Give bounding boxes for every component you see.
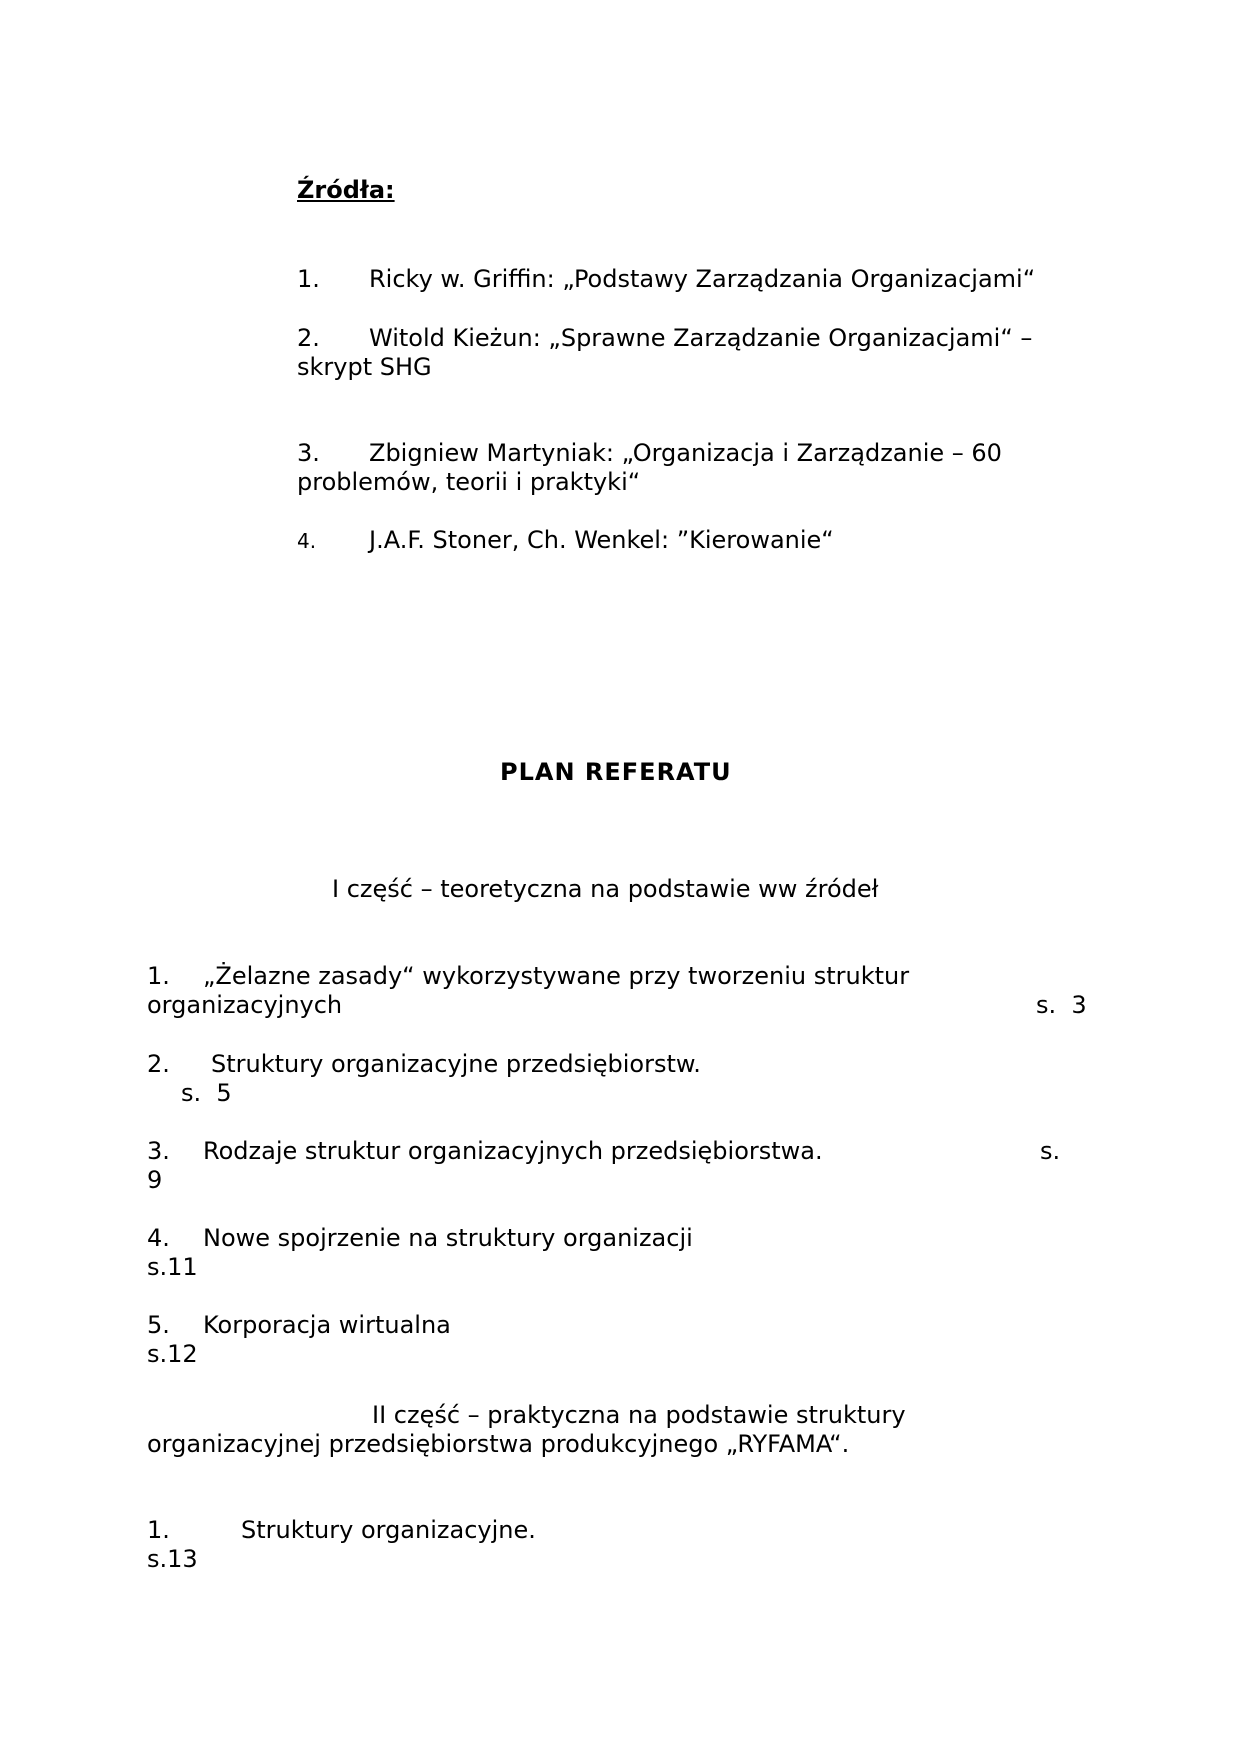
plan-item xyxy=(147,1050,701,1079)
source-text: Witold Kieżun: „Sprawne Zarządzanie Organizacjami“ – xyxy=(369,324,1033,352)
plan-item-page: s.11 xyxy=(147,1253,198,1281)
plan-item-text: „Żelazne zasady“ wykorzystywane przy tworzeniu struktur xyxy=(203,962,910,990)
source-item xyxy=(297,324,1032,353)
plan-item-text: Struktury organizacyjne. xyxy=(241,1516,536,1544)
plan-item-number: 5. xyxy=(147,1311,170,1339)
source-number: 1. xyxy=(297,265,320,293)
source-item xyxy=(297,265,1035,294)
plan-item xyxy=(147,1311,451,1340)
plan-item-text: Rodzaje struktur organizacyjnych przedsiębiorstwa. xyxy=(203,1137,823,1165)
plan-item-page-prefix: s. xyxy=(1040,1137,1061,1165)
source-text-continuation: problemów, teorii i praktyki“ xyxy=(297,468,641,496)
source-item xyxy=(297,439,1002,468)
sources-heading: Źródła: xyxy=(297,176,395,204)
plan-item xyxy=(147,1224,693,1253)
plan-item-page: s.12 xyxy=(147,1340,198,1368)
plan-item-text: Struktury organizacyjne przedsiębiorstw. xyxy=(211,1050,701,1078)
source-number: 2. xyxy=(297,324,320,352)
plan-item-page: s. 5 xyxy=(181,1079,232,1107)
source-text: Ricky w. Griffin: „Podstawy Zarządzania Organizacjami“ xyxy=(369,265,1036,293)
plan-item-number: 1. xyxy=(147,962,170,990)
plan-title: PLAN REFERATU xyxy=(500,758,732,786)
plan-item xyxy=(147,962,909,991)
plan-item-text: Korporacja wirtualna xyxy=(203,1311,451,1339)
plan-item xyxy=(147,1516,536,1545)
part1-heading: I część – teoretyczna na podstawie ww źródeł xyxy=(332,875,879,903)
plan-item xyxy=(147,1137,823,1166)
part2-heading-continuation: organizacyjnej przedsiębiorstwa produkcyjnego „RYFAMA“. xyxy=(147,1430,850,1458)
source-text: J.A.F. Stoner, Ch. Wenkel: ”Kierowanie“ xyxy=(369,526,834,554)
plan-item-number: 2. xyxy=(147,1050,170,1078)
plan-item-text: Nowe spojrzenie na struktury organizacji xyxy=(203,1224,693,1252)
source-text-continuation: skrypt SHG xyxy=(297,353,432,381)
source-item xyxy=(297,526,834,556)
plan-item-number: 1. xyxy=(147,1516,170,1544)
source-number: 4. xyxy=(297,529,317,553)
plan-item-number: 3. xyxy=(147,1137,170,1165)
source-number: 3. xyxy=(297,439,320,467)
plan-item-text-continuation: organizacyjnych xyxy=(147,991,343,1019)
plan-item-page: s.13 xyxy=(147,1545,198,1573)
plan-item-page: s. 3 xyxy=(1036,991,1087,1019)
source-text: Zbigniew Martyniak: „Organizacja i Zarządzanie – 60 xyxy=(369,439,1002,467)
plan-item-page-number: 9 xyxy=(147,1166,163,1194)
plan-item-number: 4. xyxy=(147,1224,170,1252)
part2-heading: II część – praktyczna na podstawie struktury xyxy=(372,1401,906,1429)
